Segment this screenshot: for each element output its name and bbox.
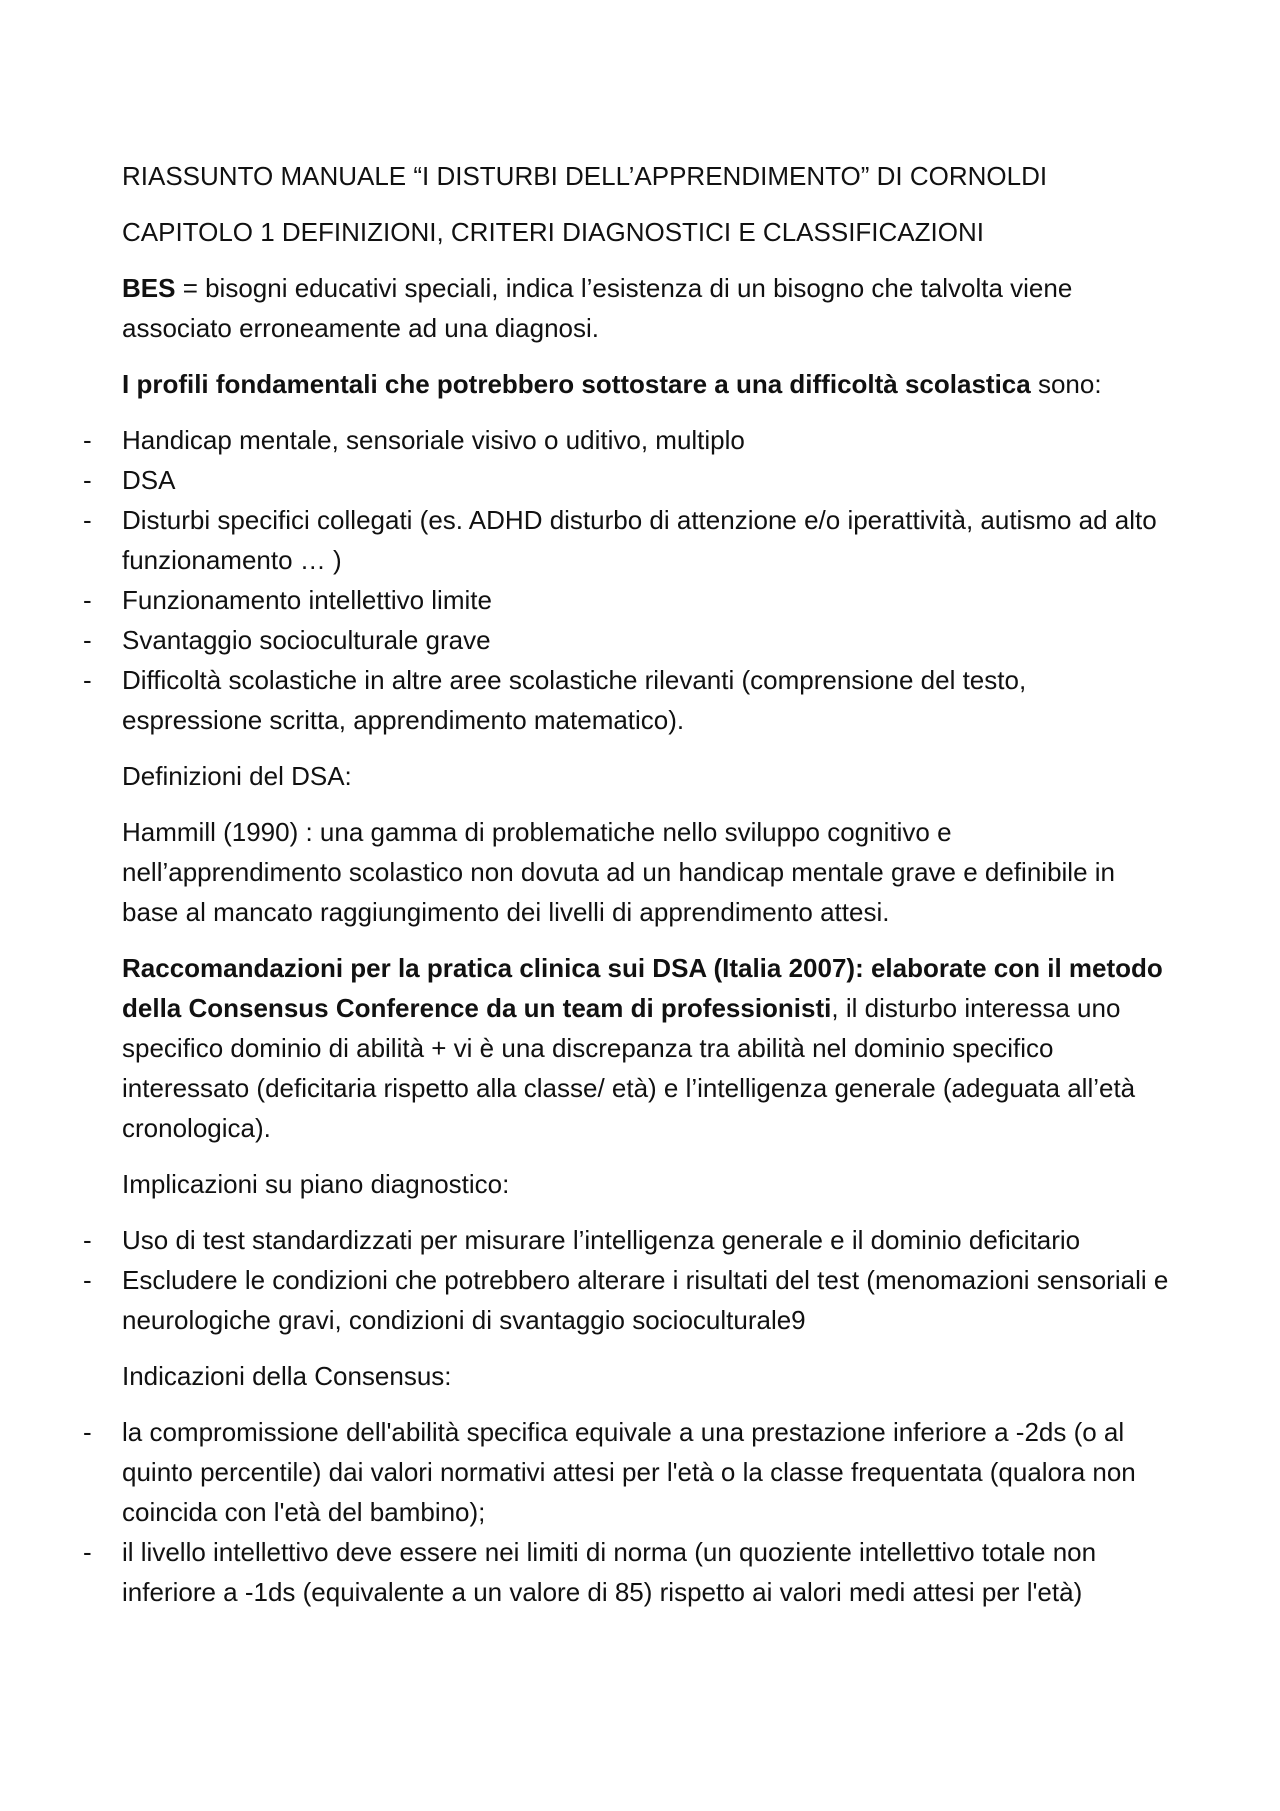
list-item-text: Handicap mentale, sensoriale visivo o uditivo, multiplo xyxy=(122,425,745,455)
list-item xyxy=(83,1532,1172,1612)
bes-paragraph xyxy=(122,268,1172,348)
list-item-text: Funzionamento intellettivo limite xyxy=(122,585,492,615)
document-body xyxy=(83,156,1172,1628)
bullet-dash: - xyxy=(83,1265,92,1295)
bullet-dash: - xyxy=(83,1225,92,1255)
bes-definition: = bisogni educativi speciali, indica l’esistenza di un bisogno che talvolta viene associato erroneamente ad una diagnosi. xyxy=(122,273,1073,343)
list-item xyxy=(83,1260,1172,1340)
profili-lead-bold: I profili fondamentali che potrebbero sottostare a una difficoltà scolastica xyxy=(122,369,1031,399)
raccomandazioni-paragraph xyxy=(122,948,1172,1148)
bullet-dash: - xyxy=(83,1417,92,1447)
list-item-text: Svantaggio socioculturale grave xyxy=(122,625,491,655)
bullet-dash: - xyxy=(83,465,92,495)
list-item-text: Escludere le condizioni che potrebbero alterare i risultati del test (menomazioni sensoriali e neurologiche gravi, condizioni di svantaggio socioculturale9 xyxy=(122,1265,1169,1335)
document-title: RIASSUNTO MANUALE “I DISTURBI DELL’APPRENDIMENTO” DI CORNOLDI xyxy=(122,161,1048,191)
hammill-paragraph: Hammill (1990) : una gamma di problematiche nello sviluppo cognitivo e nell’apprendimento scolastico non dovuta ad un handicap mentale grave e definibile in base al mancato raggiungimento dei livelli di apprendimento attesi. xyxy=(122,817,1116,927)
list-item xyxy=(83,420,1172,460)
list-item xyxy=(83,1220,1172,1260)
list-item xyxy=(83,500,1172,580)
bullet-dash: - xyxy=(83,425,92,455)
bullet-dash: - xyxy=(83,585,92,615)
list-item xyxy=(83,620,1172,660)
list-item-text: Uso di test standardizzati per misurare l’intelligenza generale e il dominio deficitario xyxy=(122,1225,1081,1255)
list-item xyxy=(83,580,1172,620)
list-item-text: Difficoltà scolastiche in altre aree scolastiche rilevanti (comprensione del testo, espressione scritta, apprendimento matematico). xyxy=(122,665,1027,735)
bes-term: BES xyxy=(122,273,176,303)
bullet-dash: - xyxy=(83,625,92,655)
bullet-dash: - xyxy=(83,665,92,695)
raccomandazioni-bold: Raccomandazioni per la pratica clinica sui DSA (Italia 2007): elaborate con il metodo della Consensus Conference da un team di professionisti xyxy=(122,953,1163,1023)
indicazioni-heading: Indicazioni della Consensus: xyxy=(122,1361,452,1391)
list-item-text: il livello intellettivo deve essere nei limiti di norma (un quoziente intellettivo totale non inferiore a -1ds (equivalente a un valore di 85) rispetto ai valori medi attesi per l'età) xyxy=(122,1537,1097,1607)
list-item xyxy=(83,660,1172,740)
implicazioni-list xyxy=(83,1220,1172,1340)
list-item xyxy=(83,460,1172,500)
profili-lead-rest: sono: xyxy=(1030,369,1102,399)
list-item xyxy=(83,1412,1172,1532)
list-item-text: la compromissione dell'abilità specifica equivale a una prestazione inferiore a -2ds (o al quinto percentile) dai valori normativi attesi per l'età o la classe frequentata (qualora non coincida con l'età del bambino); xyxy=(122,1417,1136,1527)
bullet-dash: - xyxy=(83,1537,92,1567)
list-item-text: Disturbi specifici collegati (es. ADHD disturbo di attenzione e/o iperattività, autismo ad alto funzionamento … ) xyxy=(122,505,1157,575)
bullet-dash: - xyxy=(83,505,92,535)
profili-lead xyxy=(122,364,1172,404)
definizioni-heading: Definizioni del DSA: xyxy=(122,761,352,791)
raccomandazioni-rest: , il disturbo interessa uno specifico dominio di abilità + vi è una discrepanza tra abilità nel dominio specifico interessato (deficitaria rispetto alla classe/ età) e l’intelligenza generale (adeguata all’età cronologica). xyxy=(122,993,1136,1143)
list-item-text: DSA xyxy=(122,465,176,495)
indicazioni-list xyxy=(83,1412,1172,1612)
implicazioni-heading: Implicazioni su piano diagnostico: xyxy=(122,1169,510,1199)
profili-list xyxy=(83,420,1172,740)
chapter-heading: CAPITOLO 1 DEFINIZIONI, CRITERI DIAGNOSTICI E CLASSIFICAZIONI xyxy=(122,217,984,247)
